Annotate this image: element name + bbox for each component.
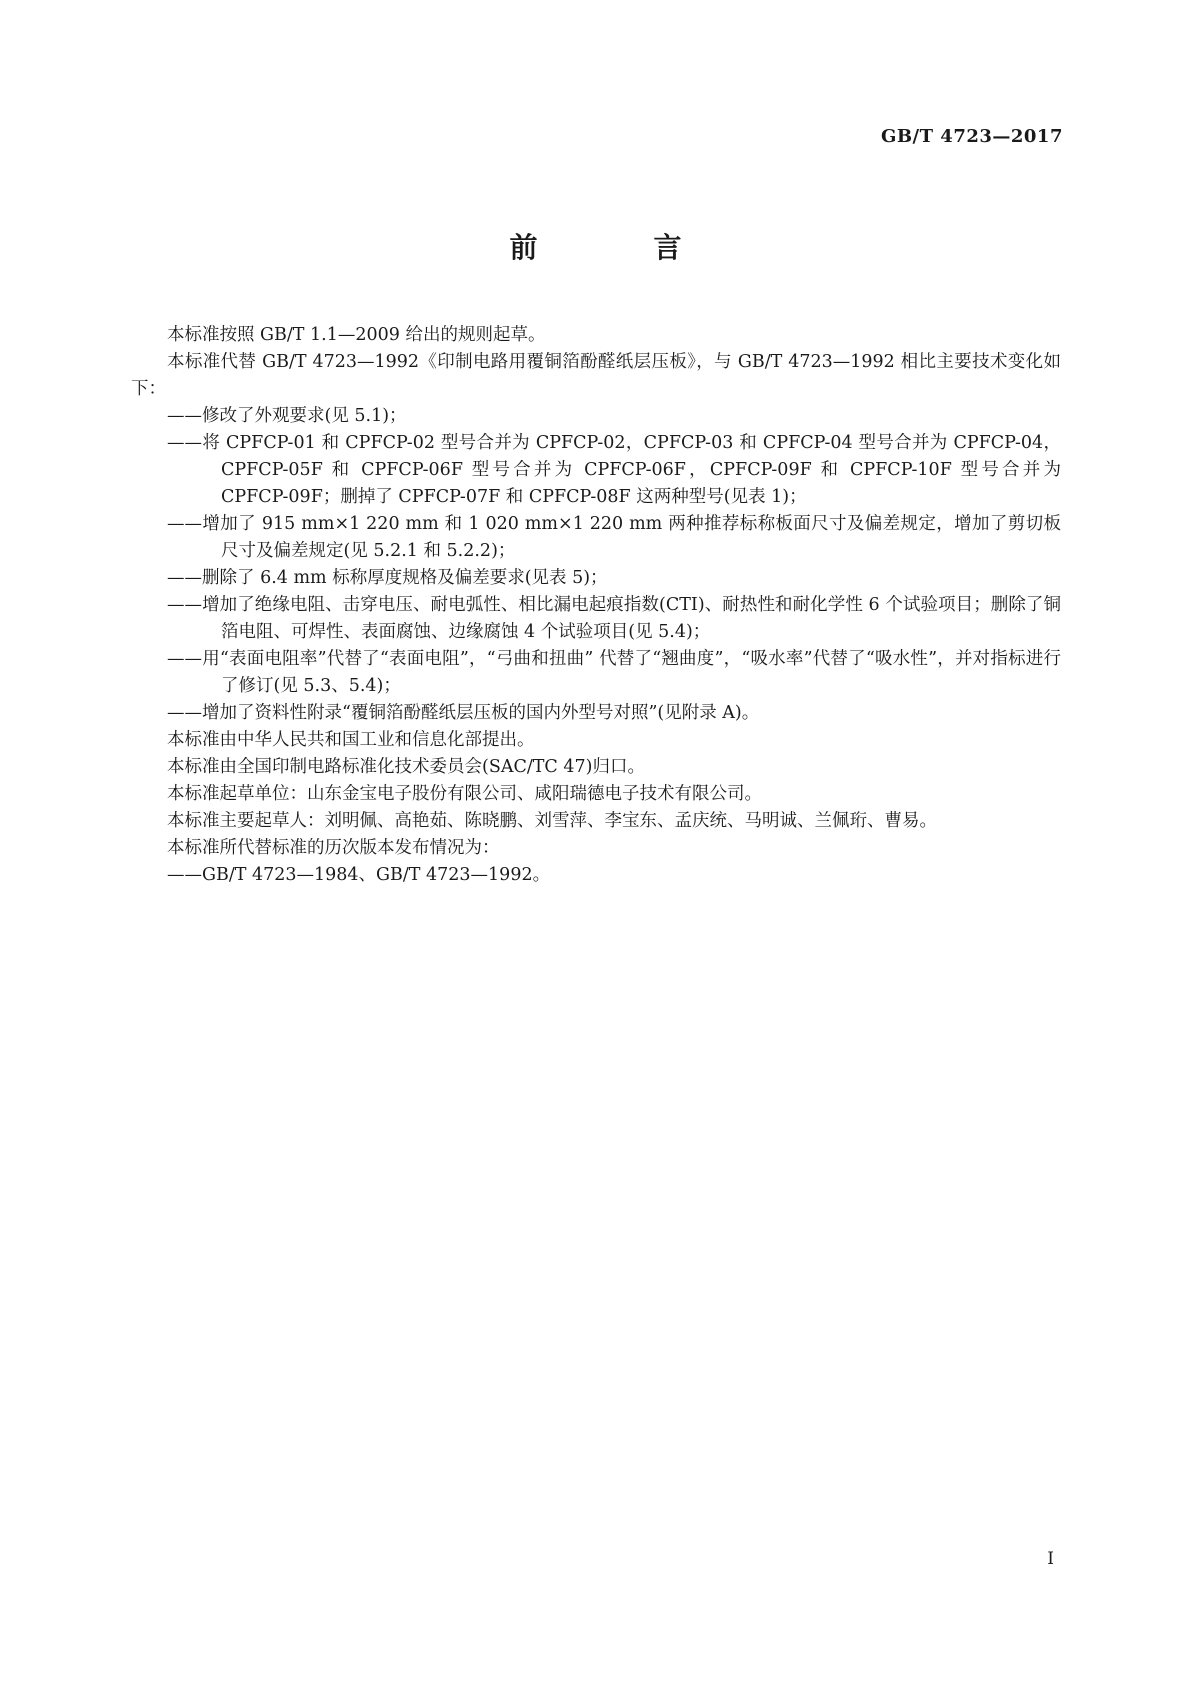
change-item: ——增加了 915 mm×1 220 mm 和 1 020 mm×1 220 mm 两种推荐标称板面尺寸及偏差规定，增加了剪切板尺寸及偏差规定(见 5.2.1 和 5.2.2)； <box>167 514 1061 561</box>
intro-paragraph: 本标准按照 GB/T 1.1—2009 给出的规则起草。 <box>167 325 546 345</box>
info-paragraph: 本标准由全国印制电路标准化技术委员会(SAC/TC 47)归口。 <box>167 757 645 777</box>
info-paragraph: 本标准主要起草人：刘明佩、高艳茹、陈晓鹏、刘雪萍、李宝东、孟庆统、马明诚、兰佩珩、曹易。 <box>167 811 937 831</box>
standard-code: GB/T 4723—2017 <box>880 126 1063 147</box>
change-item: ——增加了绝缘电阻、击穿电压、耐电弧性、相比漏电起痕指数(CTI)、耐热性和耐化学性 6 个试验项目；删除了铜箔电阻、可焊性、表面腐蚀、边缘腐蚀 4 个试验项目(见 5.4)； <box>167 595 1061 642</box>
preface-body <box>131 322 1061 889</box>
intro-paragraph: 本标准代替 GB/T 4723—1992《印制电路用覆铜箔酚醛纸层压板》，与 GB/T 4723—1992 相比主要技术变化如下： <box>131 352 1061 399</box>
info-paragraph: 本标准起草单位：山东金宝电子股份有限公司、咸阳瑞德电子技术有限公司。 <box>167 784 762 804</box>
change-item: ——删除了 6.4 mm 标称厚度规格及偏差要求(见表 5)； <box>167 568 608 588</box>
change-item: ——增加了资料性附录“覆铜箔酚醛纸层压板的国内外型号对照”(见附录 A)。 <box>167 703 760 723</box>
change-item: ——将 CPFCP-01 和 CPFCP-02 型号合并为 CPFCP-02，CPFCP-03 和 CPFCP-04 型号合并为 CPFCP-04，CPFCP-05F 和 CPFCP-06F 型号合并为 CPFCP-06F，CPFCP-09F 和 CPFCP-10F 型号合并为 CPFCP-09F；删掉了 CPFCP-07F 和 CPFCP-08F 这两种型号(见表 1)； <box>167 433 1061 507</box>
change-item: ——修改了外观要求(见 5.1)； <box>167 406 407 426</box>
page-title: 前 言 <box>509 231 726 264</box>
page-number: I <box>1047 1549 1054 1569</box>
change-item: ——用“表面电阻率”代替了“表面电阻”，“弓曲和扭曲” 代替了“翘曲度”，“吸水率”代替了“吸水性”，并对指标进行了修订(见 5.3、5.4)； <box>167 649 1061 696</box>
history-item: ——GB/T 4723—1984、GB/T 4723—1992。 <box>167 865 551 885</box>
info-paragraph: 本标准由中华人民共和国工业和信息化部提出。 <box>167 730 535 750</box>
info-paragraph: 本标准所代替标准的历次版本发布情况为： <box>167 838 500 858</box>
